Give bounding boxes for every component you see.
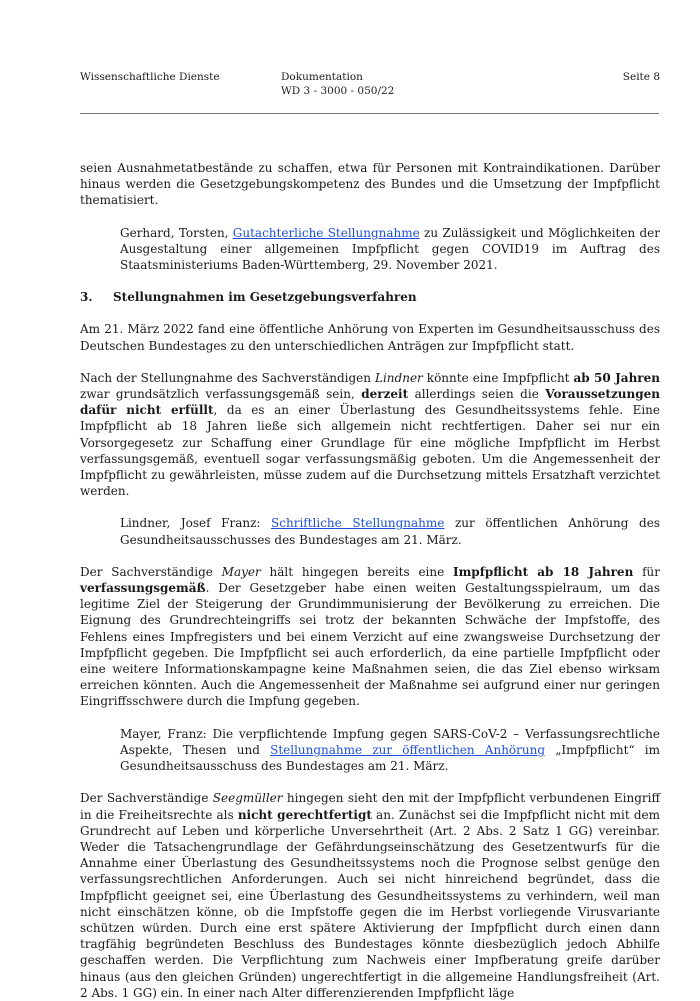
section-number: 3. xyxy=(80,290,93,305)
link-stellungnahme-anhoerung[interactable]: Stellungnahme zur öffentlichen Anhörung xyxy=(270,742,546,757)
header-page-number: Seite 8 xyxy=(622,71,660,83)
paragraph-hearing: Am 21. März 2022 fand eine öffentliche Anhörung von Experten im Gesundheitsausschuss des Deutschen Bundestages zu den unterschiedlichen Anträgen zur Impfpflicht statt. xyxy=(80,322,660,353)
header-divider xyxy=(80,113,659,114)
header-document xyxy=(281,70,394,98)
section-title: Stellungnahmen im Gesetzgebungsverfahren xyxy=(113,290,417,305)
reference-gerhard: Gerhard, Torsten, Gutachterliche Stellungnahme zu Zulässigkeit und Möglichkeiten der Ausgestaltung einer allgemeinen Impfpflicht gegen COVID19 im Auftrag des Staatsministeriums Baden-Württemberg, 29. November 2021. xyxy=(120,225,661,273)
header-doc-label: Dokumentation xyxy=(281,71,363,83)
link-gutachterliche-stellungnahme[interactable]: Gutachterliche Stellungnahme xyxy=(232,225,420,240)
paragraph-seegmueller: Der Sachverständige Seegmüller hingegen sieht den mit der Impfpflicht verbundenen Eingriff in die Freiheitsrechte als nicht gerechtfertigt an. Zunächst sei die Impfpflicht nicht mit dem Grundrecht auf Leben und körperliche Unversehrtheit (Art. 2 Abs. 2 Satz 1 GG) vereinbar. Weder die Tatsachengrundlage der Gefährdungseinschätzung des Gesetzentwurfs für die Annahme einer Überlastung des Gesundheitssystems noch die Prognose selbst genüge den verfassungsrechtlichen Anforderungen. Auch sei nicht hinreichend begründet, dass die Impfpflicht geeignet sei, eine Überlastung des Gesundheitssystems zu verhindern, weil man nicht einschätzen könne, ob die Impfstoffe gegen die im Herbst vorliegende Virusvariante schützen würden. Durch eine erst spätere Aktivierung der Impfpflicht durch einen dann tragfähig begründeten Beschluss des Bundestages könnte diesbezüglich jedoch Abhilfe geschaffen werden. Die Verpflichtung zum Nachweis einer Impfberatung greife darüber hinaus (aus den gleichen Gründen) ungerechtfertigt in die allgemeine Handlungsfreiheit (Art. 2 Abs. 1 GG) ein. In einer nach Alter differenzierenden Impfpflicht läge xyxy=(80,791,660,1000)
reference-lindner: Lindner, Josef Franz: Schriftliche Stellungnahme zur öffentlichen Anhörung des Gesundheitsausschusses des Bundestages am 21. März. xyxy=(120,516,660,547)
document-body xyxy=(80,160,660,1001)
expert-name-mayer: Mayer xyxy=(221,564,261,579)
paragraph-mayer: Der Sachverständige Mayer hält hingegen bereits eine Impfpflicht ab 18 Jahren für verfassungsgemäß. Der Gesetzgeber habe einen weiten Gestaltungsspielraum, um das legitime Ziel der Steigerung der Grundimmunisierung der Bevölkerung zu erreichen. Die Eignung des Grundrechteingriffs sei trotz der bekannten Schwäche der Impfstoffe, des Fehlens eines Impfregisters und bei einem Verzicht auf eine zwangsweise Durchsetzung der Impfpflicht gegeben. Die Impfpflicht sei auch erforderlich, da eine partielle Impfpflicht oder eine weitere Informationskampagne keine Maßnahmen seien, die das Ziel ebenso wirksam erreichen könnten. Auch die Angemessenheit der Maßnahme sei aufgrund einer nur geringen Eingriffsschwere durch die Impfung gegeben. xyxy=(80,564,660,709)
header-department: Wissenschaftliche Dienste xyxy=(80,71,220,83)
intro-paragraph: seien Ausnahmetatbestände zu schaffen, etwa für Personen mit Kontraindikationen. Darüber hinaus werden die Gesetzgebungskompetenz des Bundes und die Umsetzung der Impfpflicht thematisiert. xyxy=(80,161,660,208)
expert-name-seegmueller: Seegmüller xyxy=(212,791,283,806)
link-schriftliche-stellungnahme[interactable]: Schriftliche Stellungnahme xyxy=(271,516,445,531)
reference-mayer: Mayer, Franz: Die verpflichtende Impfung gegen SARS-CoV-2 – Verfassungsrechtliche Aspekte, Thesen und Stellungnahme zur öffentlichen Anhörung „Impfpflicht“ im Gesundheitsausschuss des Bundestages am 21. März. xyxy=(120,726,660,774)
header-doc-number: WD 3 - 3000 - 050/22 xyxy=(281,85,395,97)
page-header xyxy=(80,70,660,110)
expert-name-lindner: Lindner xyxy=(375,370,423,385)
section-heading xyxy=(80,289,660,305)
paragraph-lindner: Nach der Stellungnahme des Sachverständigen Lindner könnte eine Impfpflicht ab 50 Jahren zwar grundsätzlich verfassungsgemäß sein, derzeit allerdings seien die Voraussetzungen dafür nicht erfüllt, da es an einer Überlastung des Gesundheitssystems fehle. Eine Impfpflicht ab 18 Jahren ließe sich allgemein nicht rechtfertigen. Daher sei nur ein Vorsorgegesetz zur Schaffung einer Grundlage für eine mögliche Impfpflicht im Herbst verfassungsgemäß, eventuell sogar verfassungsmäßig geboten. Um die Angemessenheit der Impfpflicht zu gewährleisten, müsse zudem auf die Durchsetzung mittels Ersatzhaft verzichtet werden. xyxy=(80,370,660,499)
